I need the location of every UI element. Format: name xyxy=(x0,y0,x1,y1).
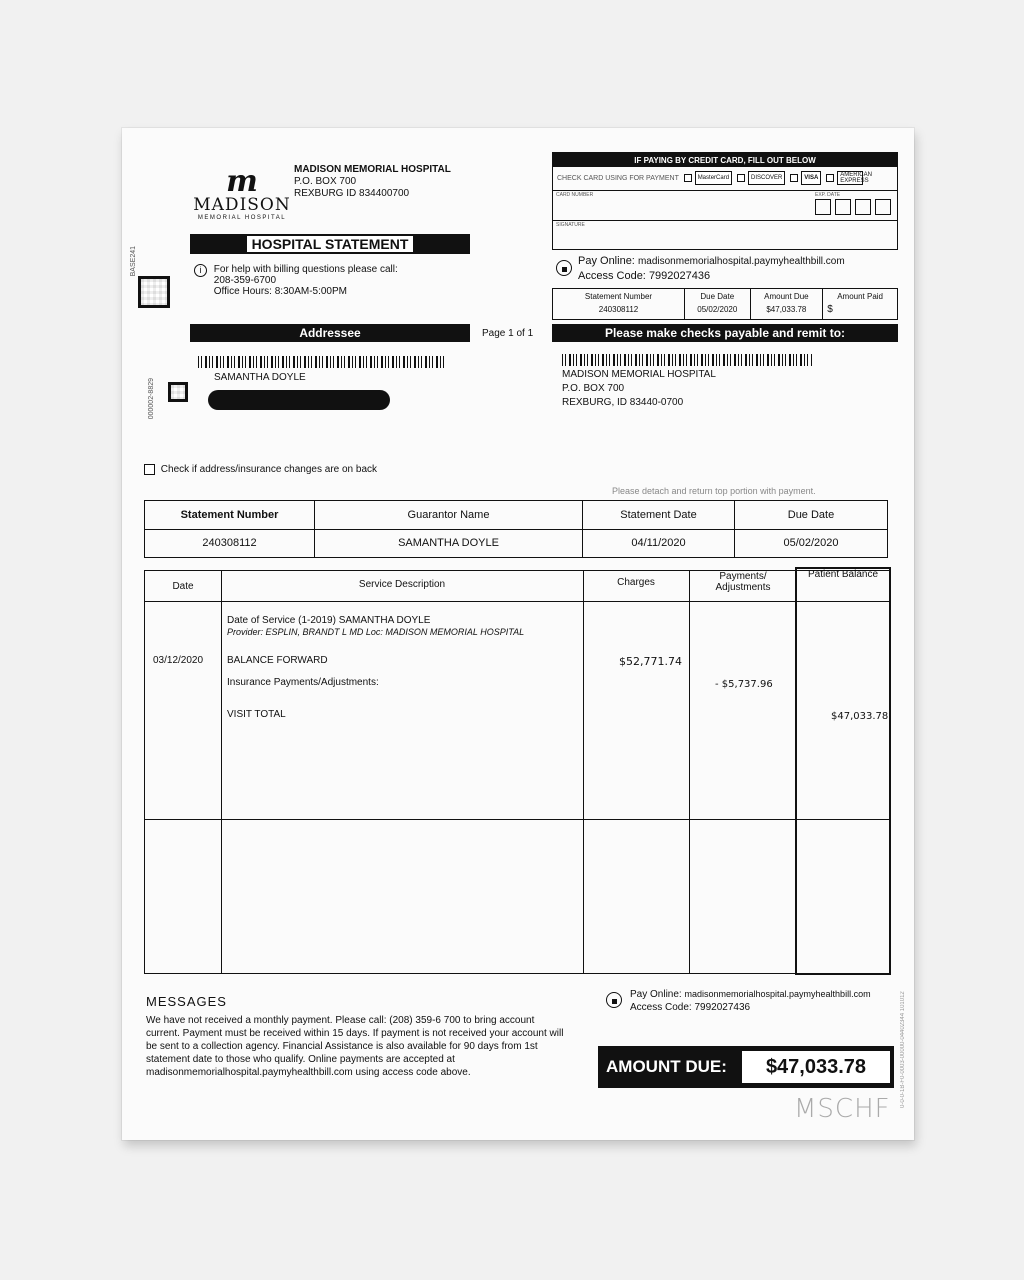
statement-title: HOSPITAL STATEMENT xyxy=(246,235,415,253)
help-section xyxy=(194,264,398,297)
patient-balance-column xyxy=(795,567,891,975)
help-phone: 208-359-6700 xyxy=(213,275,277,286)
addressee-side-code: 000002-8829 xyxy=(148,378,155,420)
charges-value: $52,771.74 xyxy=(619,655,682,668)
exp-date-fields[interactable] xyxy=(815,199,891,220)
summary-statement-number: 240308112 xyxy=(553,302,685,320)
hospital-logo xyxy=(192,164,292,221)
summary-header-amount-due: Amount Due xyxy=(750,289,823,303)
remit-address-line2: REXBURG, ID 83440-0700 xyxy=(562,397,684,408)
remit-address xyxy=(562,368,716,410)
addressee-name: SAMANTHA DOYLE xyxy=(214,372,306,383)
hospital-name: MADISON MEMORIAL HOSPITAL xyxy=(294,164,451,175)
provider-line: Provider: ESPLIN, BRANDT L MD Loc: MADISON MEMORIAL HOSPITAL xyxy=(227,627,525,637)
summary-amount-due: $47,033.78 xyxy=(750,302,823,320)
remit-address-line1: P.O. BOX 700 xyxy=(562,383,625,394)
exp-date-label: EXP. DATE xyxy=(815,192,841,198)
amex-checkbox[interactable] xyxy=(826,174,834,182)
pay-online-url-bottom[interactable]: madisonmemorialhospital.paymyhealthbill.com xyxy=(684,989,871,999)
address-change-checkbox[interactable] xyxy=(144,464,155,475)
mastercard-checkbox[interactable] xyxy=(684,174,692,182)
card-number-label: CARD NUMBER xyxy=(556,192,594,198)
logo-subtitle: MEMORIAL HOSPITAL xyxy=(197,215,287,221)
service-header-balance: Patient Balance xyxy=(807,569,879,580)
messages-body: We have not received a monthly payment. Please call: (208) 359-6 700 to bring account current. Payment must be received within 15 days. If payment is not received your account will be sent to a collection agency. Financial Assistance is also available for 90 days from 1st statement date to those who qualify. Online payments are accepted at madisonmemorialhospital.paymyhealthbill.com using access code above. xyxy=(146,1015,564,1078)
hospital-address xyxy=(294,164,451,200)
remit-name: MADISON MEMORIAL HOSPITAL xyxy=(562,369,716,380)
side-code-right: 0-0-0-1B-F0-0003-00000-04402344 101012 xyxy=(900,991,906,1108)
access-code-label: Access Code: xyxy=(578,270,646,282)
amount-due-value: $47,033.78 xyxy=(742,1051,890,1083)
help-hours: Office Hours: 8:30AM-5:00PM xyxy=(213,286,347,297)
statement-title-bar xyxy=(190,234,470,254)
info-table xyxy=(144,500,888,558)
pay-online-url[interactable]: madisonmemorialhospital.paymyhealthbill.com xyxy=(637,256,845,267)
discover-logo: DISCOVER xyxy=(748,171,785,185)
card-check-row xyxy=(553,167,897,191)
info-due-date: 05/02/2020 xyxy=(783,537,839,550)
summary-header-statement: Statement Number xyxy=(553,289,685,303)
help-line: For help with billing questions please call: xyxy=(213,264,398,275)
artist-signature: MSCHF xyxy=(794,1094,891,1124)
adjustment-value: - $5,737.96 xyxy=(715,679,773,690)
amount-due-label: AMOUNT DUE: xyxy=(606,1057,727,1076)
logo-name: MADISON xyxy=(193,195,291,215)
info-guarantor-name: SAMANTHA DOYLE xyxy=(315,529,583,558)
signature-label: SIGNATURE xyxy=(556,222,585,228)
service-table xyxy=(144,570,890,974)
lock-icon-bottom xyxy=(606,992,622,1008)
summary-box xyxy=(552,288,898,320)
info-header-statement: Statement Number xyxy=(145,501,315,530)
access-code-label-bottom: Access Code: xyxy=(630,1002,692,1013)
access-code-value-bottom: 7992027436 xyxy=(694,1002,751,1013)
info-icon: i xyxy=(194,264,207,277)
summary-amount-paid[interactable]: $ xyxy=(827,304,833,315)
info-value-row xyxy=(145,529,888,558)
address-change-row[interactable] xyxy=(144,464,377,475)
mastercard-logo: MasterCard xyxy=(695,171,732,185)
page-indicator: Page 1 of 1 xyxy=(482,328,534,339)
service-header-payments: Payments/ Adjustments xyxy=(715,571,771,593)
pay-online-top xyxy=(556,254,845,283)
redacted-address xyxy=(208,390,390,410)
service-header-description: Service Description xyxy=(358,579,446,590)
summary-header-row xyxy=(553,289,898,303)
amex-logo: AMERICAN EXPRESS xyxy=(837,171,863,185)
visit-total-label: VISIT TOTAL xyxy=(227,709,286,720)
side-code-left: BASE241 xyxy=(130,246,137,277)
service-header-date: Date xyxy=(172,581,194,592)
card-check-label: CHECK CARD USING FOR PAYMENT xyxy=(557,174,679,182)
detach-note: Please detach and return top portion with payment. xyxy=(612,486,816,496)
visa-checkbox[interactable] xyxy=(790,174,798,182)
discover-checkbox[interactable] xyxy=(737,174,745,182)
balance-forward-label: BALANCE FORWARD xyxy=(227,655,328,666)
hospital-address-line2: REXBURG ID 834400700 xyxy=(294,188,410,199)
visa-logo: VISA xyxy=(801,171,821,185)
remit-header: Please make checks payable and remit to: xyxy=(552,324,898,342)
signature-row[interactable] xyxy=(553,221,897,247)
access-code-value: 7992027436 xyxy=(648,270,711,282)
service-header-charges: Charges xyxy=(617,577,655,588)
qr-code-top xyxy=(138,276,170,308)
summary-due-date: 05/02/2020 xyxy=(685,302,751,320)
remit-barcode xyxy=(562,354,812,366)
summary-value-row xyxy=(553,302,898,320)
address-change-label: Check if address/insurance changes are on back xyxy=(160,464,378,476)
messages-title: MESSAGES xyxy=(146,994,227,1009)
info-header-statement-date: Statement Date xyxy=(583,501,735,530)
amount-due-box xyxy=(598,1046,894,1088)
credit-card-box xyxy=(552,152,898,250)
info-statement-date: 04/11/2020 xyxy=(583,529,735,558)
logo-mark: m xyxy=(226,164,258,199)
addressee-barcode xyxy=(198,356,446,368)
info-header-row xyxy=(145,501,888,530)
service-date: 03/12/2020 xyxy=(153,655,204,666)
statement-canvas xyxy=(122,128,914,1140)
qr-code-small xyxy=(168,382,188,402)
hospital-address-line1: P.O. BOX 700 xyxy=(294,176,357,187)
summary-header-due: Due Date xyxy=(685,289,751,303)
insurance-label: Insurance Payments/Adjustments: xyxy=(227,677,379,688)
credit-card-header: IF PAYING BY CREDIT CARD, FILL OUT BELOW xyxy=(553,153,897,167)
info-header-due-date: Due Date xyxy=(787,508,835,521)
patient-balance-value: $47,033.78 xyxy=(831,711,889,722)
summary-header-amount-paid: Amount Paid xyxy=(837,292,883,301)
pay-online-label: Pay Online: xyxy=(578,255,635,267)
lock-icon xyxy=(556,260,572,276)
card-number-field[interactable] xyxy=(556,199,806,217)
date-of-service: Date of Service (1-2019) SAMANTHA DOYLE xyxy=(227,615,431,626)
info-header-guarantor: Guarantor Name xyxy=(315,501,583,530)
pay-online-bottom xyxy=(606,988,871,1014)
info-statement-number: 240308112 xyxy=(145,529,315,558)
pay-online-label-bottom: Pay Online: xyxy=(630,989,682,1000)
card-number-row xyxy=(553,191,897,221)
addressee-header: Addressee xyxy=(190,324,470,342)
